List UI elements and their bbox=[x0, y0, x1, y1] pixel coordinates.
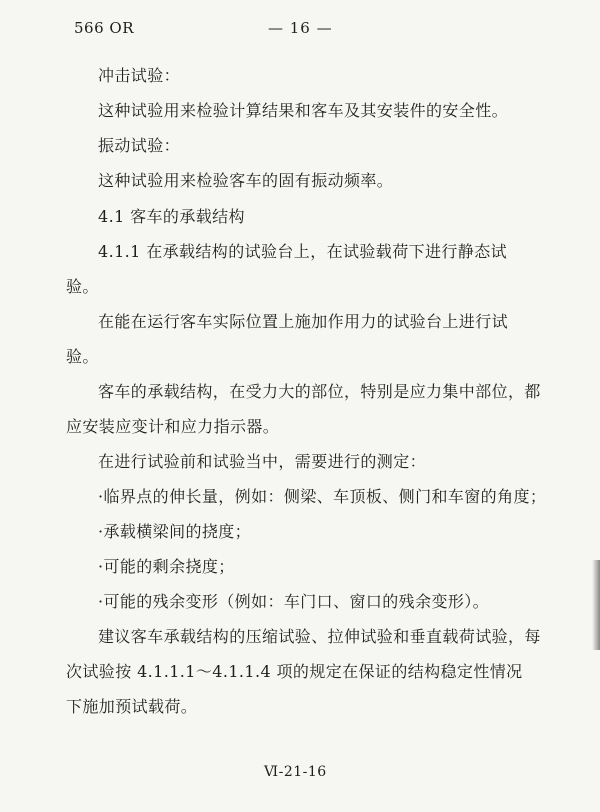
paragraph-strain-gauges-line2: 应安装应变计和应力指示器。 bbox=[66, 417, 280, 436]
heading-vibration-test: 振动试验： bbox=[98, 136, 181, 155]
list-item-deflection: ·承载横梁间的挠度； bbox=[98, 522, 252, 541]
page-footer: Ⅵ-21-16 bbox=[264, 764, 327, 780]
page-header-code: 566 OR bbox=[74, 19, 134, 37]
paragraph-recommendation-line3: 下施加预试载荷。 bbox=[66, 697, 198, 716]
paragraph-test-rig-line2: 验。 bbox=[66, 347, 99, 366]
list-item-elongation: ·临界点的伸长量，例如：侧梁、车顶板、侧门和车窗的角度； bbox=[98, 487, 547, 506]
list-item-residual-deflection: ·可能的剩余挠度； bbox=[98, 557, 235, 576]
paragraph-strain-gauges-line1: 客车的承载结构，在受力大的部位，特别是应力集中部位，都 bbox=[98, 382, 541, 401]
section-heading-4-1: 4.1 客车的承载结构 bbox=[98, 207, 245, 226]
paragraph-recommendation-line1: 建议客车承载结构的压缩试验、拉伸试验和垂直载荷试验，每 bbox=[98, 627, 541, 646]
page-edge-shadow bbox=[592, 560, 600, 650]
paragraph-measurements-intro: 在进行试验前和试验当中，需要进行的测定： bbox=[98, 452, 427, 471]
paragraph-4-1-1-line2: 验。 bbox=[66, 277, 99, 296]
heading-impact-test: 冲击试验： bbox=[98, 66, 181, 85]
paragraph-4-1-1-line1: 4.1.1 在承载结构的试验台上，在试验载荷下进行静态试 bbox=[98, 242, 507, 261]
paragraph-impact-test: 这种试验用来检验计算结果和客车及其安装件的安全性。 bbox=[98, 101, 509, 120]
paragraph-test-rig-line1: 在能在运行客车实际位置上施加作用力的试验台上进行试 bbox=[98, 312, 509, 331]
paragraph-vibration-test: 这种试验用来检验客车的固有振动频率。 bbox=[98, 171, 394, 190]
list-item-residual-deformation: ·可能的残余变形（例如：车门口、窗口的残余变形）。 bbox=[98, 592, 490, 611]
page-number-header: — 16 — bbox=[268, 19, 333, 37]
paragraph-recommendation-line2: 次试验按 4.1.1.1～4.1.1.4 项的规定在保证的结构稳定性情况 bbox=[66, 662, 523, 681]
